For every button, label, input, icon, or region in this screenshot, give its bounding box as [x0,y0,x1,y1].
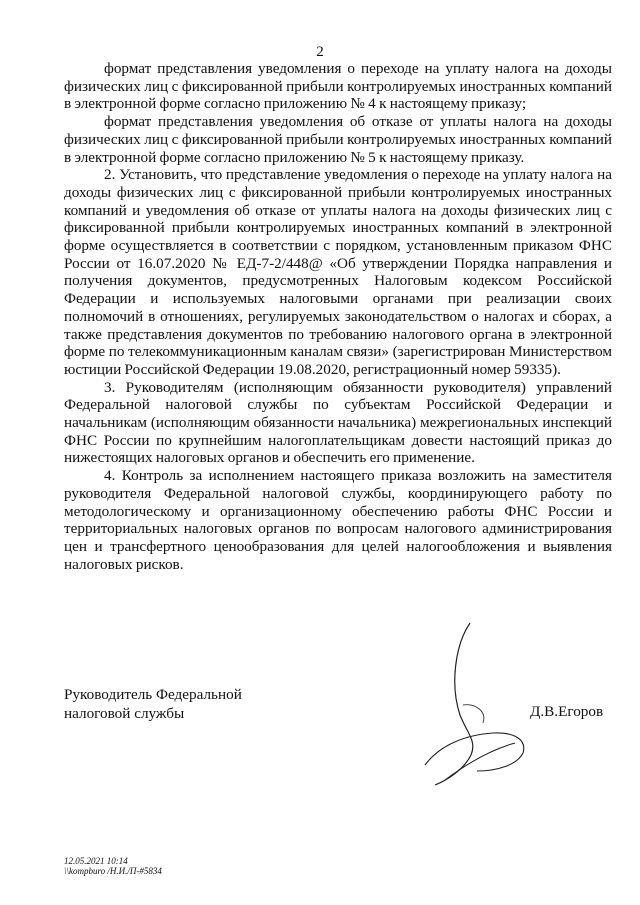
paragraph-3: 3. Руководителям (исполняющим обязанности руководителя) управлений Федеральной налоговой службы по субъектам Российской Федерации и начальникам (исполняющим обязанности начальника) межрегиональных инспекций ФНС России по крупнейшим налогоплательщикам довести настоящий приказ до нижестоящих налоговых органов и обеспечить его применение. [64,378,612,467]
signatory-title [64,685,242,723]
document-body [64,60,612,573]
page-number: 2 [316,44,324,60]
document-footer [64,856,162,876]
paragraph-format-5: формат представления уведомления об отказе от уплаты налога на доходы физических лиц с фиксированной прибыли контролируемых иностранных компаний в электронной форме согласно приложению № 5 к настоящему приказу. [64,113,612,166]
footer-filepath: \\kompburo /Н.И./П-#5834 [64,866,162,876]
signatory-name: Д.В.Егоров [530,703,604,720]
signatory-title-line1: Руководитель Федеральной [64,686,242,703]
paragraph-2: 2. Установить, что представление уведомления о переходе на уплату налога на доходы физических лиц с фиксированной прибыли контролируемых иностранных компаний и уведомления об отказе от уплаты налога на доходы физических лиц с фиксированной прибыли контролируемых иностранных компаний в электронной форме осуществляется в соответствии с порядком, установленным приказом ФНС России от 16.07.2020 № ЕД-7-2/448@ «Об утверждении Порядка направления и получения документов, предусмотренных Налоговым кодексом Российской Федерации и используемых налоговыми органами при реализации своих полномочий в отношениях, регулируемых законодательством о налогах и сборах, а также представления документов по требованию налогового органа в электронной форме по телекоммуникационным каналам связи» (зарегистрирован Министерством юстиции Российской Федерации 19.08.2020, регистрационный номер 59335). [64,166,612,378]
footer-timestamp: 12.05.2021 10:14 [64,856,128,866]
signatory-title-line2: налоговой службы [64,705,185,722]
paragraph-format-4: формат представления уведомления о переходе на уплату налога на доходы физических лиц с фиксированной прибыли контролируемых иностранных компаний в электронной форме согласно приложению № 4 к настоящему приказу; [64,60,612,113]
handwritten-signature [405,615,545,795]
paragraph-4: 4. Контроль за исполнением настоящего приказа возложить на заместителя руководителя Федеральной налоговой службы, координирующего работу по методологическому и организационному обеспечению работы ФНС России и территориальных налоговых органов по вопросам налогового администрирования цен и трансфертного ценообразования для целей налогообложения и выявления налоговых рисков. [64,467,612,573]
